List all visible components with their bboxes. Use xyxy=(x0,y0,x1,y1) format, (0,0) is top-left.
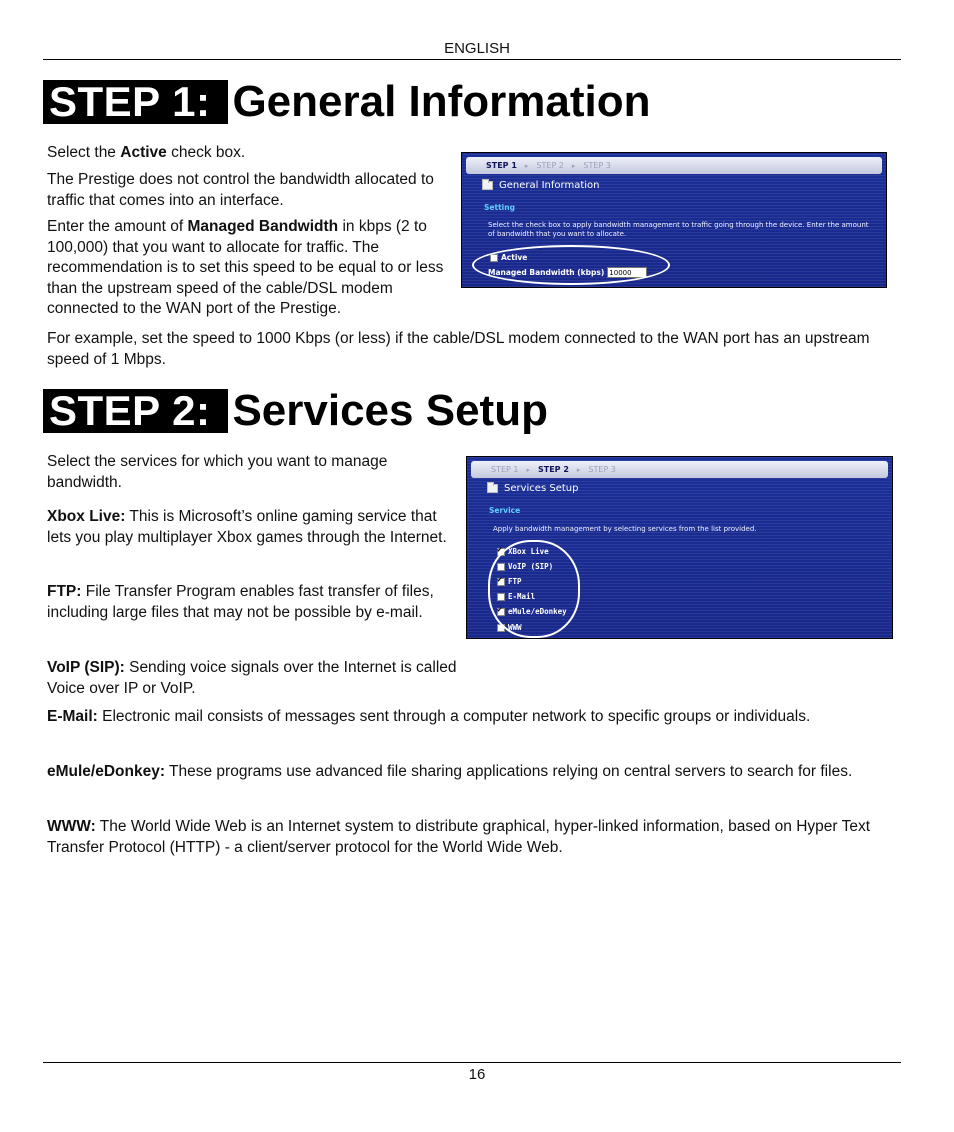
instructions: Select the check box to apply bandwidth management to traffic going through the device. Enter the amount of bandwidth that you want to allocate. xyxy=(488,221,869,238)
step1-paragraph-2: The Prestige does not control the bandwidth allocated to traffic that comes into an interface. xyxy=(47,171,434,209)
instructions: Apply bandwidth management by selecting services from the list provided. xyxy=(493,525,757,533)
email-paragraph xyxy=(47,707,907,728)
step2-title: Services Setup xyxy=(232,386,548,435)
bandwidth-input[interactable]: 10000 xyxy=(607,267,647,278)
folder-icon xyxy=(487,484,498,493)
text: File Transfer Program enables fast transfer of files, including large files that may not be possible by e-mail. xyxy=(47,583,434,621)
section-label: Setting xyxy=(484,203,515,212)
service-label: WWW xyxy=(508,623,522,632)
chevron-right-icon: ▸ xyxy=(526,465,530,474)
bold-text: Xbox Live: xyxy=(47,508,126,525)
crumb-step1: STEP 1 xyxy=(486,161,517,170)
ftp-paragraph xyxy=(47,582,457,623)
text: These programs use advanced file sharing applications relying on central servers to search for files. xyxy=(165,763,853,780)
crumb-step2: STEP 2 xyxy=(536,161,564,170)
text: Electronic mail consists of messages sent through a computer network to specific groups or individuals. xyxy=(97,708,811,725)
emule-paragraph xyxy=(47,762,907,783)
highlight-circle xyxy=(488,540,580,638)
bottom-rule xyxy=(43,1062,901,1063)
page-number: 16 xyxy=(468,1066,486,1083)
step1-heading xyxy=(43,77,651,126)
xbox-paragraph xyxy=(47,507,459,548)
panel-title xyxy=(487,483,578,494)
wizard-breadcrumb xyxy=(471,461,888,478)
panel-title-text: General Information xyxy=(499,180,600,191)
services-setup-screenshot xyxy=(466,456,893,639)
chevron-right-icon: ▸ xyxy=(524,161,529,170)
step1-paragraph-1 xyxy=(47,143,457,164)
bold-text: VoIP (SIP): xyxy=(47,659,125,676)
service-label: FTP xyxy=(508,577,522,586)
step1-paragraph-4: For example, set the speed to 1000 Kbps (or less) if the cable/DSL modem connected to the WAN port has an upstream speed of 1 Mbps. xyxy=(47,330,870,368)
bandwidth-label: Managed Bandwidth (kbps) xyxy=(488,268,605,277)
text: check box. xyxy=(166,144,246,161)
crumb-step3: STEP 3 xyxy=(583,161,611,170)
step1-title: General Information xyxy=(232,77,651,126)
bold-text: WWW: xyxy=(47,818,96,835)
step1-paragraph-3 xyxy=(47,217,459,320)
bold-text: FTP: xyxy=(47,583,82,600)
www-paragraph xyxy=(47,817,907,858)
general-information-screenshot xyxy=(461,152,887,288)
text: in kbps (2 to 100,000) that you want to allocate for traffic. The recommendation is to set this speed to be equal to or less than the upstream speed of the cable/DSL modem connected to the WAN port of the Prestige. xyxy=(47,218,444,317)
bold-text: Active xyxy=(120,144,167,161)
service-label: VoIP (SIP) xyxy=(508,562,554,571)
chevron-right-icon: ▸ xyxy=(576,465,581,474)
wizard-breadcrumb xyxy=(466,157,882,174)
text: The World Wide Web is an Internet system to distribute graphical, hyper-linked information, based on Hyper Text Transfer Protocol (HTTP) - a client/server protocol for the World Wide Web. xyxy=(47,818,871,856)
text: Select the xyxy=(47,144,121,161)
crumb-step1: STEP 1 xyxy=(491,465,519,474)
service-label: XBox Live xyxy=(508,547,549,556)
voip-paragraph xyxy=(47,658,457,699)
highlight-circle xyxy=(472,245,670,285)
panel-title-text: Services Setup xyxy=(504,483,579,494)
chevron-right-icon: ▸ xyxy=(571,161,576,170)
bold-text: eMule/eDonkey: xyxy=(47,763,166,780)
panel-title xyxy=(482,180,599,191)
active-label: Active xyxy=(501,253,528,262)
bold-text: Managed Bandwidth xyxy=(187,218,339,235)
text: This is Microsoft’s online gaming service that lets you play multiplayer Xbox games through the Internet. xyxy=(47,508,447,546)
text: Sending voice signals over the Internet is called Voice over IP or VoIP. xyxy=(47,659,457,697)
step2-heading xyxy=(43,386,548,435)
service-label: E-Mail xyxy=(508,592,536,601)
bold-text: E-Mail: xyxy=(47,708,98,725)
crumb-step3: STEP 3 xyxy=(588,465,616,474)
service-label: eMule/eDonkey xyxy=(508,607,567,616)
step2-badge: STEP 2: xyxy=(43,389,228,433)
step1-badge: STEP 1: xyxy=(43,80,228,124)
folder-icon xyxy=(482,181,493,190)
header-language: ENGLISH xyxy=(444,40,510,57)
text: Enter the amount of xyxy=(47,218,188,235)
top-rule xyxy=(43,59,901,60)
section-label: Service xyxy=(489,506,521,515)
crumb-step2: STEP 2 xyxy=(538,465,569,474)
step2-intro: Select the services for which you want to manage bandwidth. xyxy=(47,453,388,491)
